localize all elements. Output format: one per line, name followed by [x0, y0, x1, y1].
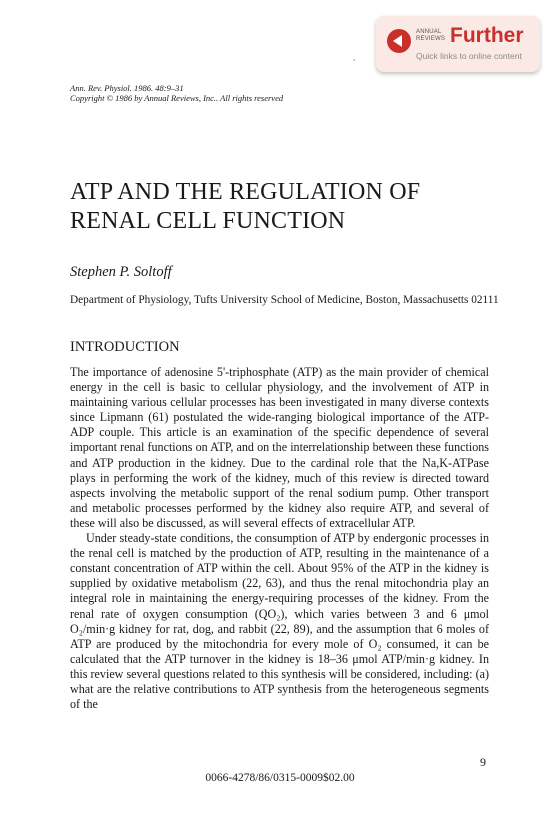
paragraph: Under steady-state conditions, the consumption of ATP by endergonic processes in the renal cell is matched by the production of ATP, resulting in the maintenance of a constant concentration of ATP within the cell. About 95% of the ATP in the kidney is supplied by oxidative metabolism (22, 63), and thus the renal mitochondria play an integral role in maintaining the energy-requiring processes of the kidney. From the renal rate of oxygen consumption (QO₂), which varies between 3 and 6 μmol O₂/min·g kidney for rat, dog, and rabbit (22, 89), and the assumption that 6 moles of ATP are produced by the mitochondria for every mole of O₂ consumed, it can be calculated that the ATP turnover in the kidney is 18–36 μmol ATP/min·g kidney. In this review several questions related to this synthesis will be considered, including: (a) what are the relative contributions to ATP synthesis from the heterogeneous segments of the: [70, 531, 489, 712]
journal-citation: Ann. Rev. Physiol. 1986. 48:9–31: [70, 83, 184, 93]
author-affiliation: Department of Physiology, Tufts University School of Medicine, Boston, Massachusetts 02111: [70, 294, 499, 306]
section-body: [70, 365, 489, 712]
article-code: 0066-4278/86/0315-0009$02.00: [205, 772, 355, 784]
stray-dot: [353, 59, 355, 61]
page-number: 9: [480, 755, 486, 769]
article-author: Stephen P. Soltoff: [70, 264, 172, 280]
left-arrow-icon: [387, 29, 411, 53]
paragraph: The importance of adenosine 5'-triphosphate (ATP) as the main provider of chemical energy in the cell is basic to cellular physiology, and the involvement of ATP in maintaining various cellular processes has been investigated in many diverse contexts since Lipmann (61) postulated the wide-ranging biological importance of the ATP-ADP couple. This article is an examination of the specific dependence of several important renal functions on ATP, and on the interrelationship between these functions and ATP production in the kidney. Due to the cardinal role that the Na,K-ATPase plays in performing the work of the kidney, much of this review is directed toward aspects involving the metabolic support of the renal sodium pump. Other transport and metabolic processes performed by the kidney also require ATP, and several of these will also be discussed, as will several effects of extracellular ATP.: [70, 365, 489, 530]
copyright-line: Copyright © 1986 by Annual Reviews, Inc.. All rights reserved: [70, 93, 284, 103]
further-tagline: Quick links to online content: [416, 51, 522, 61]
article-title: ATP AND THE REGULATION OF RENAL CELL FUNCTION: [70, 179, 421, 234]
journal-header: [70, 83, 283, 103]
section-heading: INTRODUCTION: [70, 339, 180, 355]
further-links-banner[interactable]: [376, 16, 540, 72]
further-logo-text: Further: [450, 24, 524, 47]
annual-reviews-logo: ANNUAL REVIEWS: [416, 29, 446, 42]
